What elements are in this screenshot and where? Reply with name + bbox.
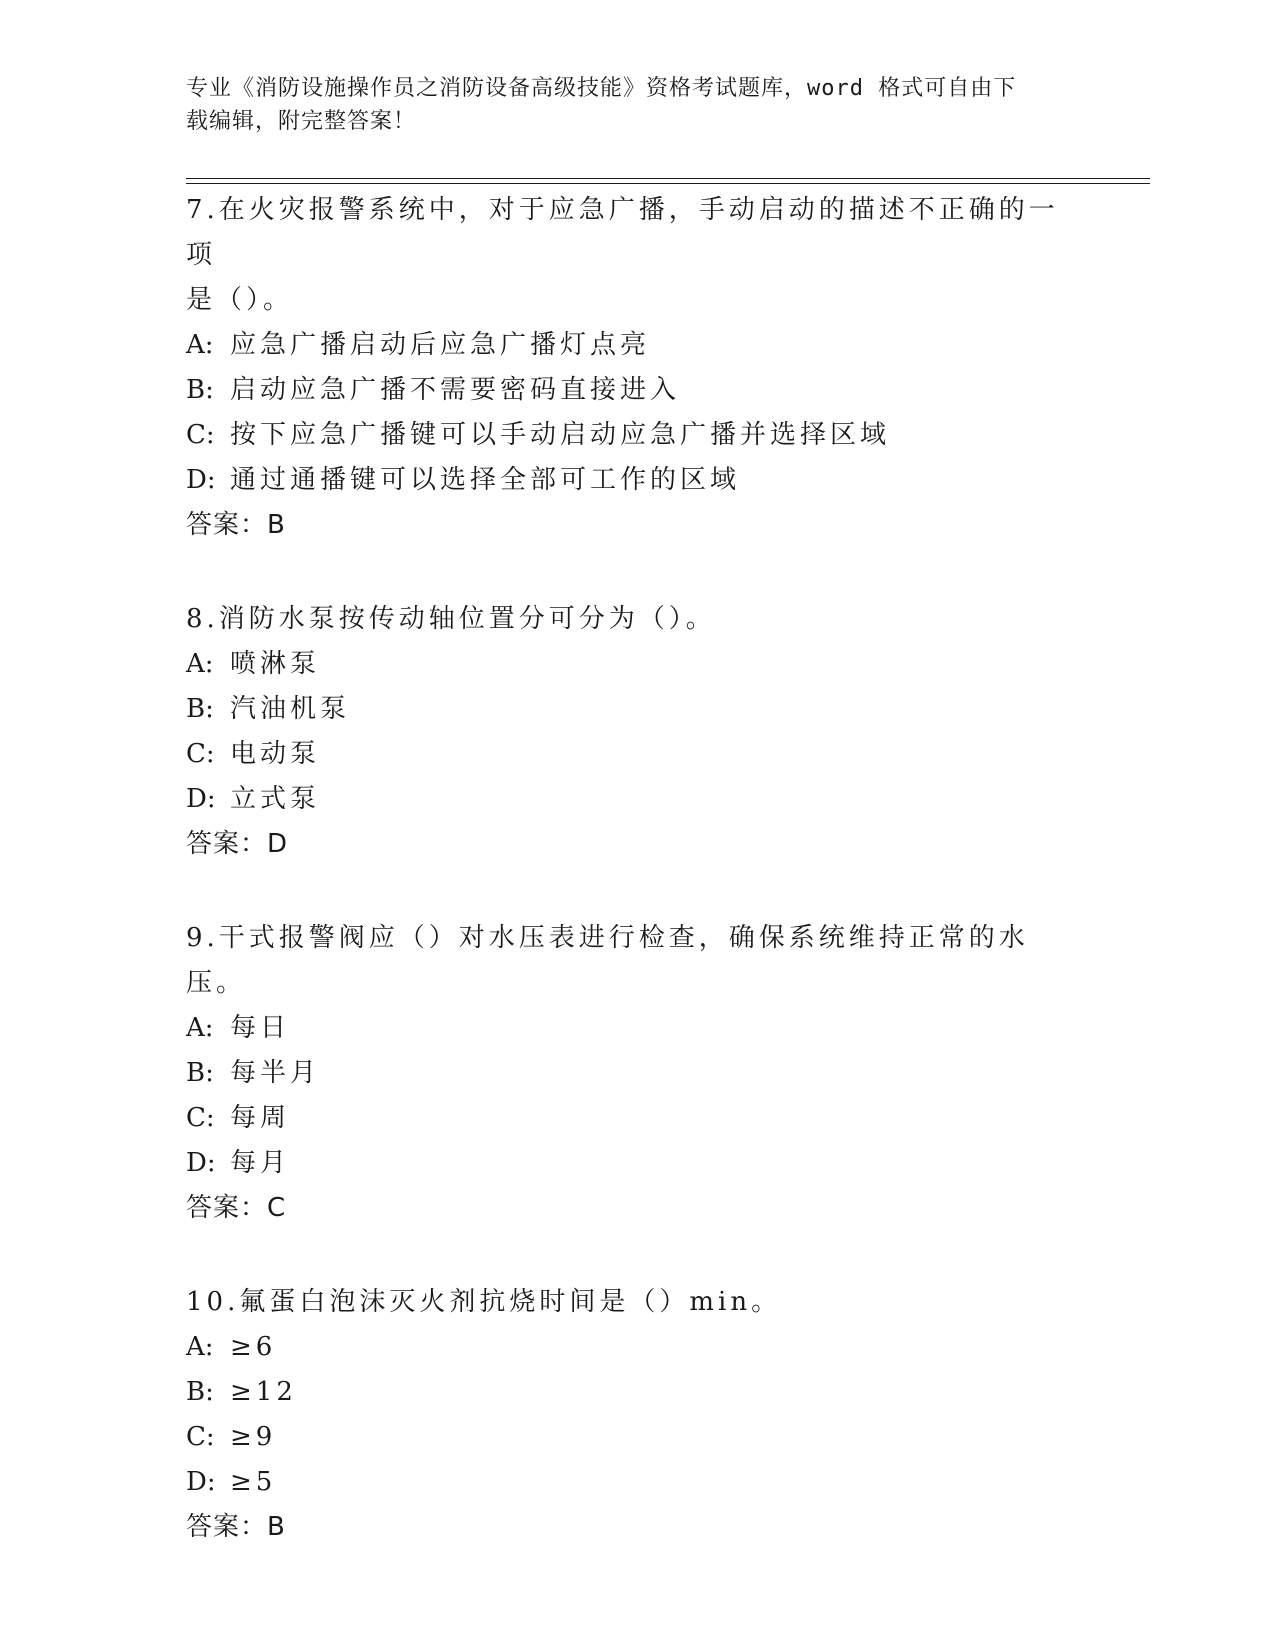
option-letter: A: [186,1013,214,1043]
option-a [186,1006,1086,1051]
header-divider-bottom [186,183,1150,184]
option-c [186,413,1086,458]
option-b [186,1051,1086,1096]
answer-label: 答案：D [186,829,289,859]
option-letter: A: [186,1332,214,1362]
option-b [186,368,1086,413]
option-letter: C: [186,1103,215,1133]
option-a [186,1325,1086,1370]
option-letter: D: [186,1148,216,1178]
question-stem: 8.消防水泵按传动轴位置分可分为（）。 [186,604,716,634]
answer-label: 答案：B [186,510,286,540]
option-text: 应急广播启动后应急广播灯点亮 [230,330,651,360]
option-text: ≥6 [230,1332,277,1362]
option-text: 每周 [230,1103,291,1133]
option-letter: C: [186,739,215,769]
option-letter: D: [186,1467,216,1497]
header-divider-top [186,178,1150,179]
option-letter: B: [186,1377,214,1407]
option-a [186,323,1086,368]
option-d [186,1460,1086,1505]
option-c [186,732,1086,777]
option-letter: B: [186,1058,214,1088]
option-d [186,458,1086,503]
question-10 [186,1280,1086,1550]
option-letter: D: [186,465,216,495]
header-line-1: 专业《消防设施操作员之消防设备高级技能》资格考试题库，word 格式可自由下 [186,76,1017,101]
question-9 [186,916,1086,1231]
option-letter: C: [186,420,215,450]
option-b [186,687,1086,732]
option-text: 启动应急广播不需要密码直接进入 [230,375,681,405]
option-b [186,1370,1086,1415]
header-line-2: 载编辑，附完整答案！ [186,109,417,134]
option-letter: B: [186,694,214,724]
question-stem: 9.干式报警阀应（）对水压表进行检查，确保系统维持正常的水压。 [186,923,1029,998]
option-text: 立式泵 [230,784,321,814]
option-text: ≥12 [230,1377,297,1407]
question-stem-continued: 是（）。 [186,285,294,315]
option-letter: D: [186,784,216,814]
option-letter: C: [186,1422,215,1452]
answer-label: 答案：B [186,1512,286,1542]
question-list [186,188,1086,1599]
option-text: 喷淋泵 [230,649,321,679]
option-a [186,642,1086,687]
option-c [186,1096,1086,1141]
option-text: 汽油机泵 [230,694,351,724]
option-text: 通过通播键可以选择全部可工作的区域 [230,465,741,495]
option-text: 电动泵 [230,739,321,769]
answer-label: 答案：C [186,1193,287,1223]
option-c [186,1415,1086,1460]
option-d [186,777,1086,822]
document-header [186,72,1086,138]
question-stem: 10.氟蛋白泡沫灭火剂抗烧时间是（）min。 [186,1287,782,1317]
question-7 [186,188,1086,548]
option-text: ≥9 [230,1422,277,1452]
option-text: 每日 [230,1013,291,1043]
option-text: 每半月 [230,1058,321,1088]
option-letter: A: [186,649,214,679]
option-text: ≥5 [230,1467,277,1497]
question-8 [186,597,1086,867]
option-d [186,1141,1086,1186]
option-letter: A: [186,330,214,360]
option-text: 按下应急广播键可以手动启动应急广播并选择区域 [230,420,891,450]
question-stem: 7.在火灾报警系统中，对于应急广播，手动启动的描述不正确的一项 [186,195,1059,270]
option-letter: B: [186,375,214,405]
option-text: 每月 [230,1148,291,1178]
